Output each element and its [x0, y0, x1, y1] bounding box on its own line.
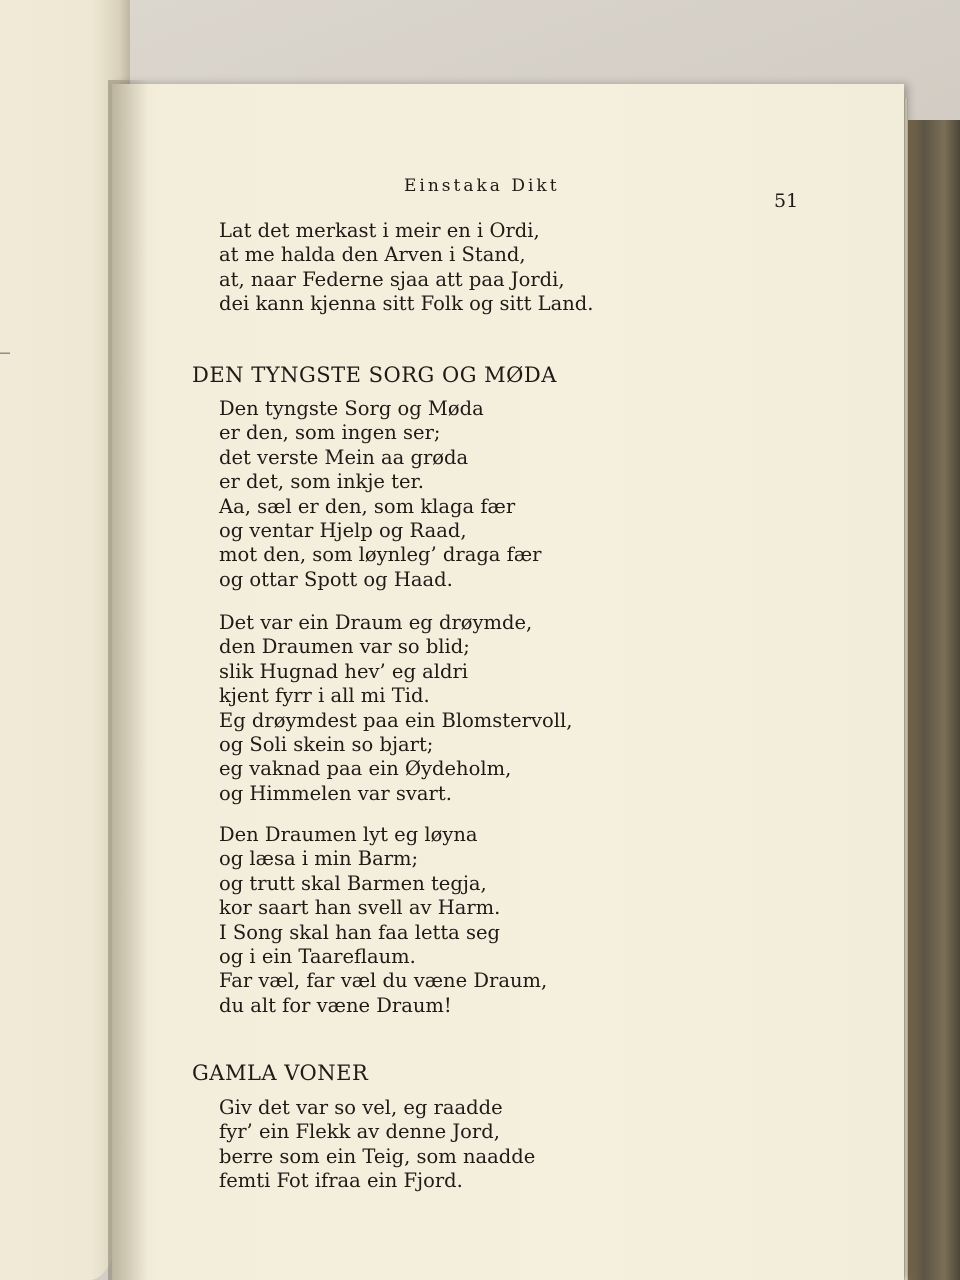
- verse-line: eg vaknad paa ein Øydeholm,: [219, 757, 512, 781]
- verse-line: Eg drøymdest paa ein Blomstervoll,: [219, 708, 573, 732]
- verse-line: er det, som inkje ter.: [219, 470, 424, 494]
- verse-line: og læsa i min Barm;: [219, 847, 419, 871]
- stanza: [219, 397, 542, 592]
- verse-line: fyr’ ein Flekk av denne Jord,: [219, 1120, 500, 1144]
- verse-line: er den, som ingen ser;: [219, 421, 441, 445]
- stanza: [219, 611, 572, 806]
- verse-line: og ventar Hjelp og Raad,: [219, 519, 467, 543]
- verse-line: og i ein Taareflaum.: [219, 945, 416, 969]
- verse-line: kor saart han svell av Harm.: [219, 896, 501, 920]
- stanza: [219, 1096, 535, 1194]
- verse-line: femti Fot ifraa ein Fjord.: [219, 1169, 463, 1193]
- verse-line: Giv det var so vel, eg raadde: [219, 1096, 503, 1119]
- verse-line: Aa, sæl er den, som klaga fær: [219, 494, 516, 518]
- verse-line: at me halda den Arven i Stand,: [219, 243, 526, 267]
- verse-line: Det var ein Draum eg drøymde,: [219, 611, 533, 634]
- stanza: [219, 823, 547, 1018]
- verse-line: kjent fyrr i all mi Tid.: [219, 684, 430, 708]
- verse-line: det verste Mein aa grøda: [219, 445, 469, 469]
- running-head: Einstaka Dikt: [404, 176, 560, 196]
- verse-line: og ottar Spott og Haad.: [219, 567, 453, 591]
- verse-line: og trutt skal Barmen tegja,: [219, 871, 487, 895]
- verse-line: Den tyngste Sorg og Møda: [219, 397, 484, 420]
- verse-line: at, naar Federne sjaa att paa Jordi,: [219, 267, 565, 291]
- page-number: 51: [774, 190, 799, 212]
- verse-line: og Soli skein so bjart;: [219, 733, 434, 757]
- left-page-mark: _: [0, 330, 10, 354]
- verse-line: Far væl, far væl du væne Draum,: [219, 969, 548, 993]
- verse-line: og Himmelen var svart.: [219, 781, 452, 805]
- verse-line: Lat det merkast i meir en i Ordi,: [219, 219, 540, 242]
- poem-title: DEN TYNGSTE SORG OG MØDA: [192, 363, 557, 387]
- verse-line: I Song skal han faa letta seg: [219, 920, 501, 944]
- stanza-continued: [219, 219, 593, 317]
- verse-line: berre som ein Teig, som naadde: [219, 1144, 536, 1168]
- verse-line: dei kann kjenna sitt Folk og sitt Land.: [219, 292, 594, 316]
- poem-title: GAMLA VONER: [192, 1061, 369, 1085]
- verse-line: slik Hugnad hev’ eg aldri: [219, 659, 469, 683]
- verse-line: du alt for væne Draum!: [219, 993, 452, 1017]
- verse-line: den Draumen var so blid;: [219, 635, 470, 659]
- verse-line: Den Draumen lyt eg løyna: [219, 823, 478, 846]
- verse-line: mot den, som løynleg’ draga fær: [219, 543, 542, 567]
